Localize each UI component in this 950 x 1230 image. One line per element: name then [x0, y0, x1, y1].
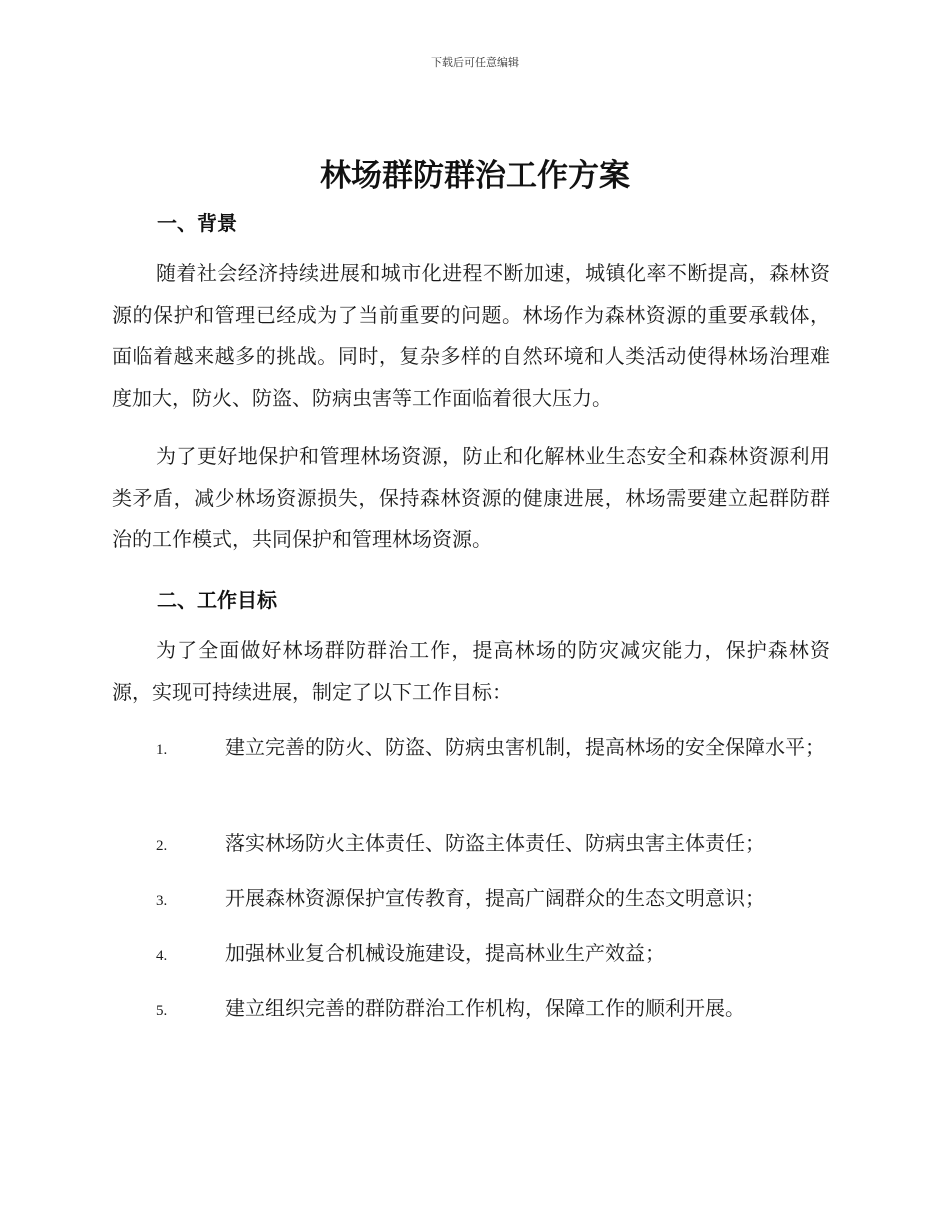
section-heading-goals: 二、工作目标: [157, 588, 277, 612]
section-heading-background: 一、背景: [157, 211, 237, 235]
document-title: 林场群防群治工作方案: [320, 158, 630, 194]
list-item-number: 3.: [156, 893, 168, 909]
list-item-text: 加强林业复合机械设施建设，提高林业生产效益；: [225, 941, 665, 965]
paragraph-background-2: 为了更好地保护和管理林场资源，防止和化解林业生态安全和森林资源利用类矛盾，减少林场资源损失，保持森林资源的健康进展，林场需要建立起群防群治的工作模式，共同保护和管理林场资源。: [112, 444, 830, 551]
list-item-text: 建立完善的防火、防盗、防病虫害机制，提高林场的安全保障水平；: [225, 735, 825, 759]
header-note: 下载后可任意编辑: [431, 56, 519, 69]
paragraph-background-1: 随着社会经济持续进展和城市化进程不断加速，城镇化率不断提高，森林资源的保护和管理已经成为了当前重要的问题。林场作为森林资源的重要承载体，面临着越来越多的挑战。同时，复杂多样的自然环境和人类活动使得林场治理难度加大，防火、防盗、防病虫害等工作面临着很大压力。: [112, 261, 830, 410]
list-item-number: 4.: [156, 948, 168, 964]
list-item: [112, 988, 830, 1033]
list-item-text: 建立组织完善的群防群治工作机构，保障工作的顺利开展。: [225, 996, 745, 1020]
list-item-text: 开展森林资源保护宣传教育，提高广阔群众的生态文明意识；: [225, 886, 765, 910]
list-item: [112, 878, 830, 923]
list-item: [112, 933, 830, 978]
list-item-text: 落实林场防火主体责任、防盗主体责任、防病虫害主体责任；: [225, 831, 765, 855]
list-item-number: 2.: [156, 838, 168, 854]
list-item-number: 5.: [156, 1003, 168, 1019]
list-item-number: 1.: [156, 742, 168, 758]
list-item: [112, 823, 830, 868]
list-item: [112, 727, 830, 772]
paragraph-goals-intro: 为了全面做好林场群防群治工作，提高林场的防灾减灾能力，保护森林资源，实现可持续进展，制定了以下工作目标：: [112, 638, 830, 704]
